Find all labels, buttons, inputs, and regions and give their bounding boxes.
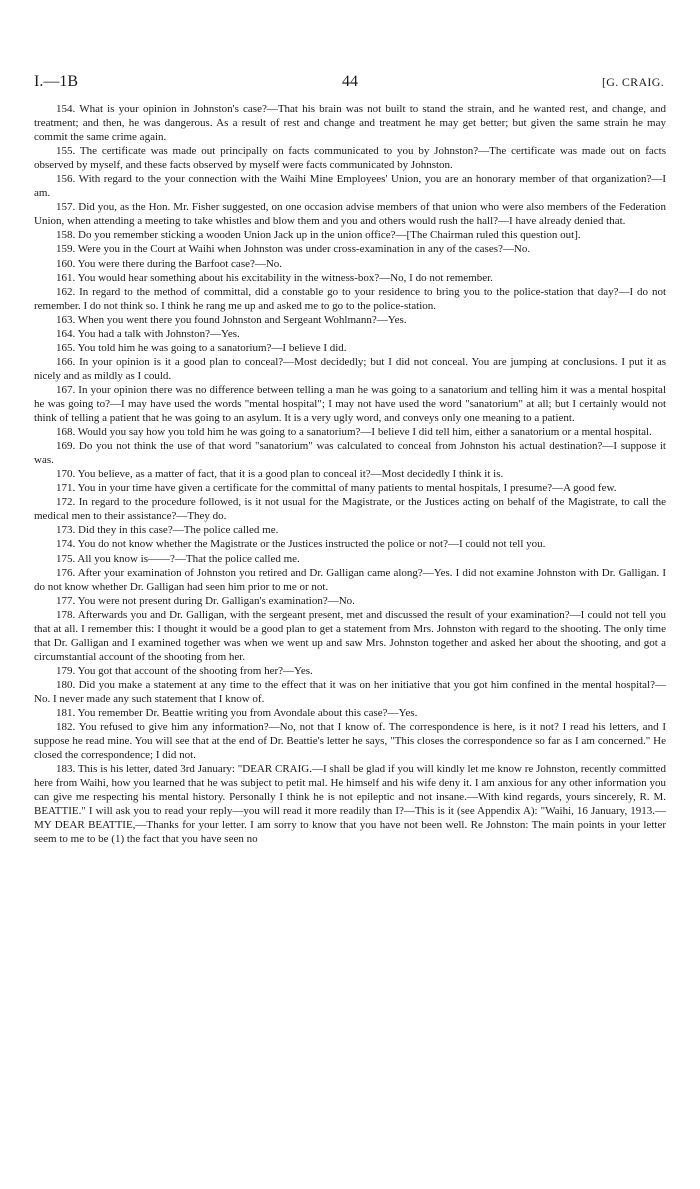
question-answer-paragraph: 163. When you went there you found Johnston and Sergeant Wohlmann?—Yes. xyxy=(56,313,407,326)
question-answer-paragraph: 161. You would hear something about his excitability in the witness-box?—No, I do not remember. xyxy=(56,271,493,284)
question-answer-paragraph: 156. With regard to the your connection with the Waihi Mine Employees' Union, you are an honorary member of that organization?—I am. xyxy=(34,173,666,200)
question-answer-paragraph: 160. You were there during the Barfoot case?—No. xyxy=(56,257,283,270)
question-answer-paragraph: 173. Did they in this case?—The police called me. xyxy=(56,524,279,537)
question-answer-paragraph: 169. Do you not think the use of that word "sanatorium" was calculated to conceal from Johnston his actual destination?—I suppose it was. xyxy=(34,440,666,467)
page-number: 44 xyxy=(342,73,358,90)
question-answer-paragraph: 179. You got that account of the shooting from her?—Yes. xyxy=(56,664,313,677)
question-answer-paragraph: 171. You in your time have given a certificate for the committal of many patients to mental hospitals, I presume?—A good few. xyxy=(56,482,617,495)
question-answer-paragraph: 176. After your examination of Johnston you retired and Dr. Galligan came along?—Yes. I did not examine Johnston with Dr. Galligan. I do not know whether Dr. Galligan had seen him prior to me or not. xyxy=(34,566,666,593)
question-answer-paragraph: 159. Were you in the Court at Waihi when Johnston was under cross-examination in any of the cases?—No. xyxy=(56,243,531,256)
question-answer-paragraph: 162. In regard to the method of committal, did a constable go to your residence to bring you to the police-station that day?—I do not remember. I do not think so. I think he rang me up and asked me to go to the police-station. xyxy=(34,285,666,312)
question-answer-paragraph: 165. You told him he was going to a sanatorium?—I believe I did. xyxy=(56,341,347,354)
question-answer-paragraph: 183. This is his letter, dated 3rd January: "DEAR CRAIG.—I shall be glad if you will kindly let me know re Johnston, recently committed here from Waihi, how you learned that he was subject to petit mal. He himself and his wife deny it. I am anxious for any other information you can give me respecting his mental history. Personally I think he is not epileptic and not insane.—With kind regards, yours sincerely, R. M. BEATTIE." I will ask you to read your reply—you will read it more readily than I?—This is it (see Appendix A): "Waihi, 16 January, 1913.—MY DEAR BEATTIE,—Thanks for your letter. I am sorry to know that you have not been well. Re Johnston: The main points in your letter seem to me to be (1) the fact that you have seen no xyxy=(34,763,666,846)
question-answer-paragraph: 164. You had a talk with Johnston?—Yes. xyxy=(56,327,240,340)
question-answer-paragraph: 168. Would you say how you told him he was going to a sanatorium?—I believe I did tell him, either a sanatorium or a mental hospital. xyxy=(56,426,652,439)
question-answer-paragraph: 174. You do not know whether the Magistrate or the Justices instructed the police or not?—I could not tell you. xyxy=(56,538,546,551)
question-answer-paragraph: 158. Do you remember sticking a wooden Union Jack up in the union office?—[The Chairman ruled this question out]. xyxy=(56,229,581,242)
question-answer-paragraph: 177. You were not present during Dr. Galligan's examination?—No. xyxy=(56,594,355,607)
witness-name: [G. CRAIG. xyxy=(602,75,664,89)
question-answer-paragraph: 155. The certificate was made out principally on facts communicated to you by Johnston?—The certificate was made out on facts observed by myself, and these facts observed by myself were facts communicated by Johnston. xyxy=(34,145,666,172)
question-answer-paragraph: 170. You believe, as a matter of fact, that it is a good plan to conceal it?—Most decidedly I think it is. xyxy=(56,468,504,481)
question-answer-paragraph: 181. You remember Dr. Beattie writing you from Avondale about this case?—Yes. xyxy=(56,707,418,720)
testimony-body xyxy=(34,102,666,846)
question-answer-paragraph: 182. You refused to give him any information?—No, not that I know of. The correspondence is here, is it not? I read his letters, and I suppose he read mine. You will see that at the end of Dr. Beattie's letter he says, "This closes the correspondence so far as I am concerned." He closed the correspondence; I did not. xyxy=(34,721,666,762)
page-header xyxy=(34,73,666,93)
question-answer-paragraph: 180. Did you make a statement at any time to the effect that it was on her initiative that you got him confined in the mental hospital?—No. I never made any such statement that I know of. xyxy=(34,678,666,705)
question-answer-paragraph: 157. Did you, as the Hon. Mr. Fisher suggested, on one occasion advise members of that union who were also members of the Federation Union, when attending a meeting to take whistles and blow them and you and others would rush the hall?—I have already denied that. xyxy=(34,201,666,228)
question-answer-paragraph: 167. In your opinion there was no difference between telling a man he was going to a sanatorium and telling him it was a mental hospital he was going to?—I may have used the words "mental hospital"; I may not have used the word "sanatorium" at all; but I certainly would not think of telling a patient that he was going to an asylum. It is a very ugly word, and conveys only one meaning to a patient. xyxy=(34,383,666,425)
question-answer-paragraph: 178. Afterwards you and Dr. Galligan, with the sergeant present, met and discussed the result of your examination?—I could not tell you that at all. I remember this: I thought it would be a good plan to get a statement from Mrs. Johnston with regard to the shooting. The only time that Dr. Galligan and I examined together was when we went up and saw Mrs. Johnston together and asked her about the shooting, and got a circumstantial account of the shooting from her. xyxy=(34,608,666,663)
question-answer-paragraph: 154. What is your opinion in Johnston's case?—That his brain was not built to stand the strain, and he wanted rest, and change, and treatment; and then, he was dangerous. As a result of rest and change and treatment he may get better; but given the same strain he may commit the same crime again. xyxy=(34,103,666,144)
report-reference: I.—1B xyxy=(34,73,78,90)
question-answer-paragraph: 172. In regard to the procedure followed, is it not usual for the Magistrate, or the Justices acting on behalf of the Magistrate, to call the medical men to their assistance?—They do. xyxy=(34,496,666,523)
question-answer-paragraph: 175. All you know is——?—That the police called me. xyxy=(56,552,300,565)
question-answer-paragraph: 166. In your opinion is it a good plan to conceal?—Most decidedly; but I did not conceal. You are jumping at conclusions. I put it as nicely and as mildly as I could. xyxy=(34,355,666,382)
